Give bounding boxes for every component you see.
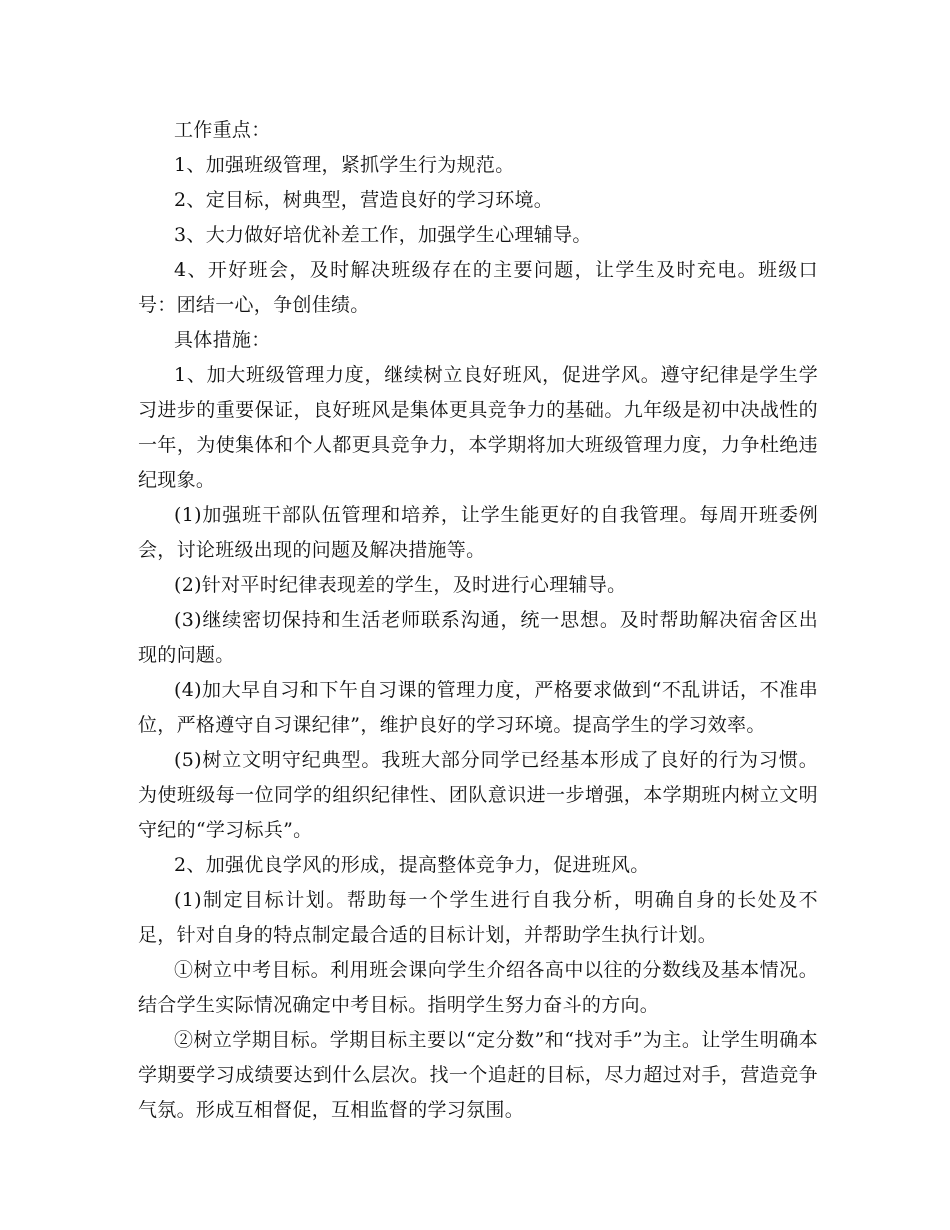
heading-work-focus: 工作重点： bbox=[174, 119, 271, 141]
measure-2-sub-1: (1)制定目标计划。帮助每一个学生进行自我分析，明确自身的长处及不足，针对自身的特点制定最合适的目标计划，并帮助学生执行计划。 bbox=[138, 889, 818, 946]
focus-item-4: 4、开好班会，及时解决班级存在的主要问题，让学生及时充电。班级口号：团结一心，争创佳绩。 bbox=[138, 259, 818, 316]
document-body bbox=[138, 113, 818, 1128]
measure-1: 1、加大班级管理力度，继续树立良好班风，促进学风。遵守纪律是学生学习进步的重要保证，良好班风是集体更具竞争力的基础。九年级是初中决战性的一年，为使集体和个人都更具竞争力，本学期将加大班级管理力度，力争杜绝违纪现象。 bbox=[138, 364, 818, 491]
focus-item-1: 1、加强班级管理，紧抓学生行为规范。 bbox=[174, 154, 515, 176]
measure-2-goal-2: ②树立学期目标。学期目标主要以“定分数”和“找对手”为主。让学生明确本学期要学习成绩要达到什么层次。找一个追赶的目标，尽力超过对手，营造竞争气氛。形成互相督促，互相监督的学习氛围。 bbox=[138, 1029, 818, 1121]
measure-2: 2、加强优良学风的形成，提高整体竞争力，促进班风。 bbox=[174, 854, 650, 876]
heading-measures: 具体措施： bbox=[174, 329, 271, 351]
measure-1-sub-4: (4)加大早自习和下午自习课的管理力度，严格要求做到“不乱讲话，不准串位，严格遵守自习课纪律”，维护良好的学习环境。提高学生的学习效率。 bbox=[138, 679, 818, 736]
measure-2-goal-1: ①树立中考目标。利用班会课向学生介绍各高中以往的分数线及基本情况。结合学生实际情况确定中考目标。指明学生努力奋斗的方向。 bbox=[138, 959, 818, 1016]
focus-item-3: 3、大力做好培优补差工作，加强学生心理辅导。 bbox=[174, 224, 592, 246]
measure-1-sub-2: (2)针对平时纪律表现差的学生，及时进行心理辅导。 bbox=[174, 574, 627, 596]
measure-1-sub-5: (5)树立文明守纪典型。我班大部分同学已经基本形成了良好的行为习惯。为使班级每一位同学的组织纪律性、团队意识进一步增强，本学期班内树立文明守纪的“学习标兵”。 bbox=[138, 749, 818, 841]
focus-item-2: 2、定目标，树典型，营造良好的学习环境。 bbox=[174, 189, 554, 211]
measure-1-sub-1: (1)加强班干部队伍管理和培养，让学生能更好的自我管理。每周开班委例会，讨论班级出现的问题及解决措施等。 bbox=[138, 504, 818, 561]
measure-1-sub-3: (3)继续密切保持和生活老师联系沟通，统一思想。及时帮助解决宿舍区出现的问题。 bbox=[138, 609, 818, 666]
